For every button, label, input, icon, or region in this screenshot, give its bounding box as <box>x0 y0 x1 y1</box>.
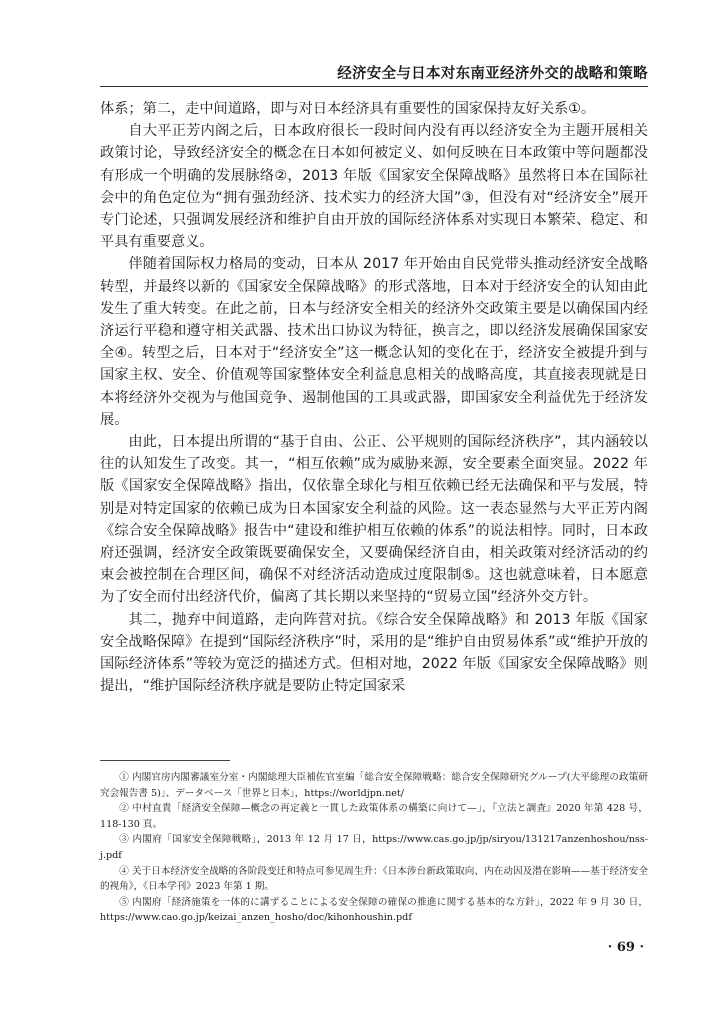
paragraph: 伴随着国际权力格局的变动，日本从 2017 年开始由自民党带头推动经济安全战略转型，并最终以新的《国家安全保障战略》的形式落地，日本对于经济安全的认知由此发生了重大转变。在此之前，日本与经济安全相关的经济外交政策主要是以确保国内经济运行平稳和遵守相关武器、技术出口协议为特征，换言之，即以经济发展确保国家安全④。转型之后，日本对于“经济安全”这一概念认知的变化在于，经济安全被提升到与国家主权、安全、价值观等国家整体安全利益息息相关的战略高度，其直接表现就是日本将经济外交视为与他国竞争、遏制他国的工具或武器，即国家安全利益优先于经济发展。 <box>100 256 648 428</box>
footnote: ⑤ 内閣府「経済施策を一体的に講ずることによる安全保障の確保の推進に関する基本的な方針」，2022 年 9 月 30 日，https://www.cao.go.jp/keizai_anzen_hosho/doc/kihonhoushin.pdf <box>100 896 648 924</box>
footnote-divider <box>100 760 230 761</box>
footnote: ① 内閣官房内閣審議室分室・内閣総理大臣補佐官室編「総合安全保障戦略：総合安全保障研究グループ(大平総理の政策研究会報告書 5)」、データベース「世界と日本」，https://worldjpn.net/ <box>100 772 648 799</box>
footnote: ④ 关于日本经济安全战略的各阶段变迁和特点可参见周生升：《日本涉台新政策取向、内在动因及潜在影响——基于经济安全的视角》，《日本学刊》2023 年第 1 期。 <box>100 865 648 893</box>
body-text <box>100 98 648 697</box>
footnote: ③ 内閣府「国家安全保障戦略」，2013 年 12 月 17 日，https://www.cas.go.jp/jp/siryou/131217anzenhoshou/nss-j.pdf <box>100 834 648 861</box>
header-title: 经济安全与日本对东南亚经济外交的战略和策略 <box>337 65 648 82</box>
footnote: ② 中村直貴「経済安全保障—概念の再定義と一貫した政策体系の構築に向けて—」，『立法と調査』2020 年第 428 号，118-130 頁。 <box>100 803 648 830</box>
paragraph: 其二，抛弃中间道路，走向阵营对抗。《综合安全保障战略》和 2013 年版《国家安全战略保障》在提到“国际经济秩序”时，采用的是“维护自由贸易体系”或“维护开放的国际经济体系”等较为宽泛的描述方式。但相对地，2022 年版《国家安全保障战略》则提出，“维护国际经济秩序就是要防止特定国家采 <box>100 611 648 695</box>
paragraph: 体系；第二，走中间道路，即与对日本经济具有重要性的国家保持友好关系①。 <box>100 101 596 117</box>
running-header <box>100 56 648 87</box>
page-number: · 69 · <box>607 940 644 955</box>
paragraph: 自大平正芳内阁之后，日本政府很长一段时间内没有再以经济安全为主题开展相关政策讨论，导致经济安全的概念在日本如何被定义、如何反映在日本政策中等问题都没有形成一个明确的发展脉络②，2013 年版《国家安全保障战略》虽然将日本在国际社会中的角色定位为“拥有强劲经济、技术实力的经济大国”③，但没有对“经济安全”展开专门论述，只强调发展经济和维护自由开放的国际经济体系对实现日本繁荣、稳定、和平具有重要意义。 <box>100 123 648 251</box>
footnotes <box>100 770 648 926</box>
paragraph: 由此，日本提出所谓的“基于自由、公正、公平规则的国际经济秩序”，其内涵较以往的认知发生了改变。其一，“相互依赖”成为威胁来源，安全要素全面突显。2022 年版《国家安全保障战略》指出，仅依靠全球化与相互依赖已经无法确保和平与发展，特别是对特定国家的依赖已成为日本国家安全利益的风险。这一表态显然与大平正芳内阁《综合安全保障战略》报告中“建设和维护相互依赖的体系”的说法相悖。同时，日本政府还强调，经济安全政策既要确保安全，又要确保经济自由，相关政策对经济活动的约束会被控制在合理区间，确保不对经济活动造成过度限制⑤。这也就意味着，日本愿意为了安全而付出经济代价，偏离了其长期以来坚持的“贸易立国”经济外交方针。 <box>100 434 648 606</box>
